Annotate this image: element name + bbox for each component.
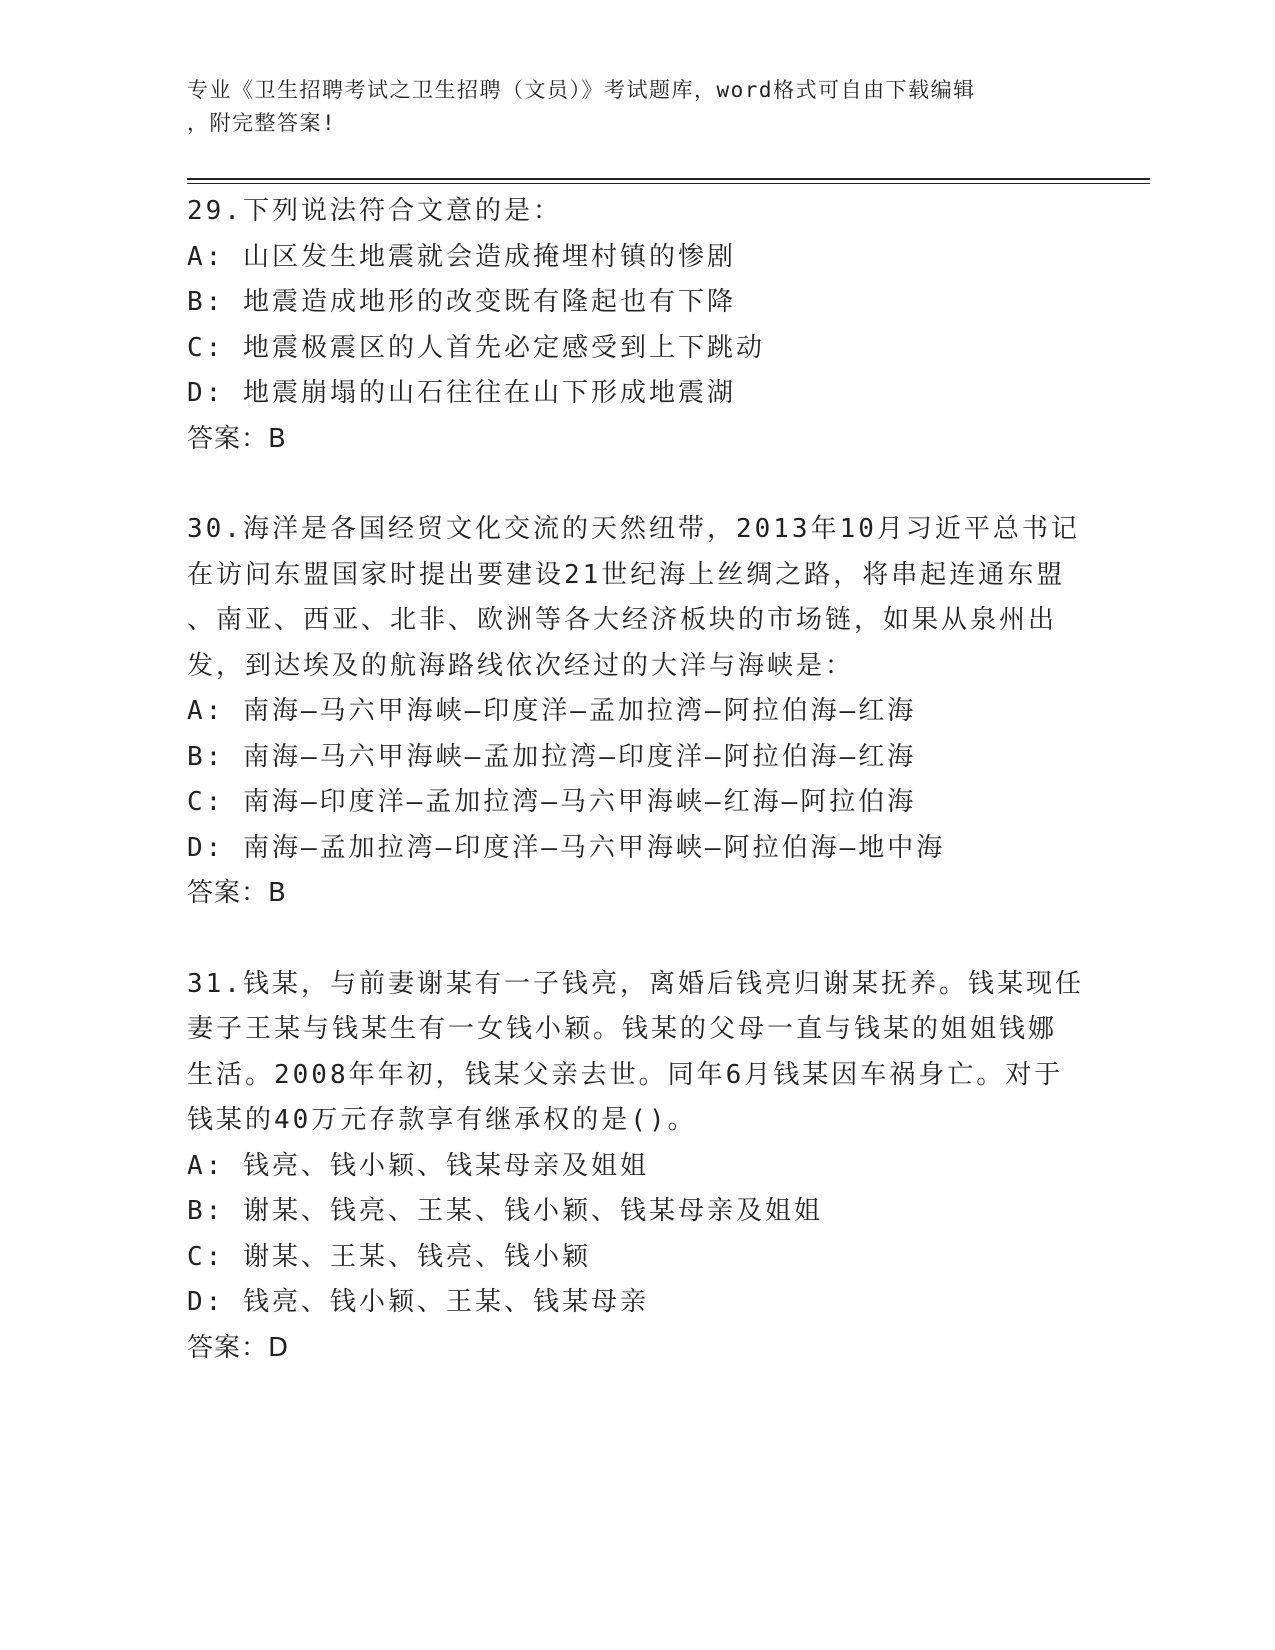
option-c: C: 谢某、王某、钱亮、钱小颖 [187,1241,591,1272]
option-a: A: 南海—马六甲海峡—印度洋—孟加拉湾—阿拉伯海—红海 [187,696,917,726]
question-stem: 29.下列说法符合文意的是： [187,196,562,226]
option-d: D: 地震崩塌的山石往往在山下形成地震湖 [187,378,736,408]
option-b: B: 地震造成地形的改变既有隆起也有下降 [187,287,736,317]
question-stem: 在访问东盟国家时提出要建设21世纪海上丝绸之路，将串起连通东盟 [187,559,1066,590]
question-stem: 生活。2008年年初，钱某父亲去世。同年6月钱某因车祸身亡。对于 [187,1059,1064,1090]
answer-line: 答案：D [187,1332,290,1363]
option-b: B: 南海—马六甲海峡—孟加拉湾—印度洋—阿拉伯海—红海 [187,741,917,772]
question-list [187,189,1087,1416]
option-d: D: 南海—孟加拉湾—印度洋—马六甲海峡—阿拉伯海—地中海 [187,832,946,863]
question-31 [187,962,1087,1372]
header-line-2: ，附完整答案! [187,111,337,135]
question-30 [187,507,1087,917]
answer-line: 答案：B [187,878,287,908]
question-stem: 妻子王某与钱某生有一女钱小颖。钱某的父母一直与钱某的姐姐钱娜 [187,1014,1058,1044]
question-stem: 30.海洋是各国经贸文化交流的天然纽带，2013年10月习近平总书记 [187,514,1080,544]
option-c: C: 南海—印度洋—孟加拉湾—马六甲海峡—红海—阿拉伯海 [187,787,917,817]
option-b: B: 谢某、钱亮、王某、钱小颖、钱某母亲及姐姐 [187,1196,823,1226]
question-stem: 、南亚、西亚、北非、欧洲等各大经济板块的市场链，如果从泉州出 [187,605,1058,635]
option-a: A: 山区发生地震就会造成掩埋村镇的惨剧 [187,241,736,272]
answer-line: 答案：B [187,423,287,454]
option-d: D: 钱亮、钱小颖、王某、钱某母亲 [187,1287,649,1317]
option-c: C: 地震极震区的人首先必定感受到上下跳动 [187,332,765,363]
header-divider-thin [187,183,1150,184]
document-header [187,74,1087,140]
question-stem: 发，到达埃及的航海路线依次经过的大洋与海峡是： [187,650,855,681]
question-stem: 钱某的40万元存款享有继承权的是()。 [187,1105,697,1135]
question-29 [187,189,1087,462]
header-divider-thick [187,178,1150,180]
question-stem: 31.钱某，与前妻谢某有一子钱亮，离婚后钱亮归谢某抚养。钱某现任 [187,968,1084,999]
header-line-1: 专业《卫生招聘考试之卫生招聘（文员）》考试题库，word格式可自由下载编辑 [187,78,976,102]
option-a: A: 钱亮、钱小颖、钱某母亲及姐姐 [187,1150,649,1181]
